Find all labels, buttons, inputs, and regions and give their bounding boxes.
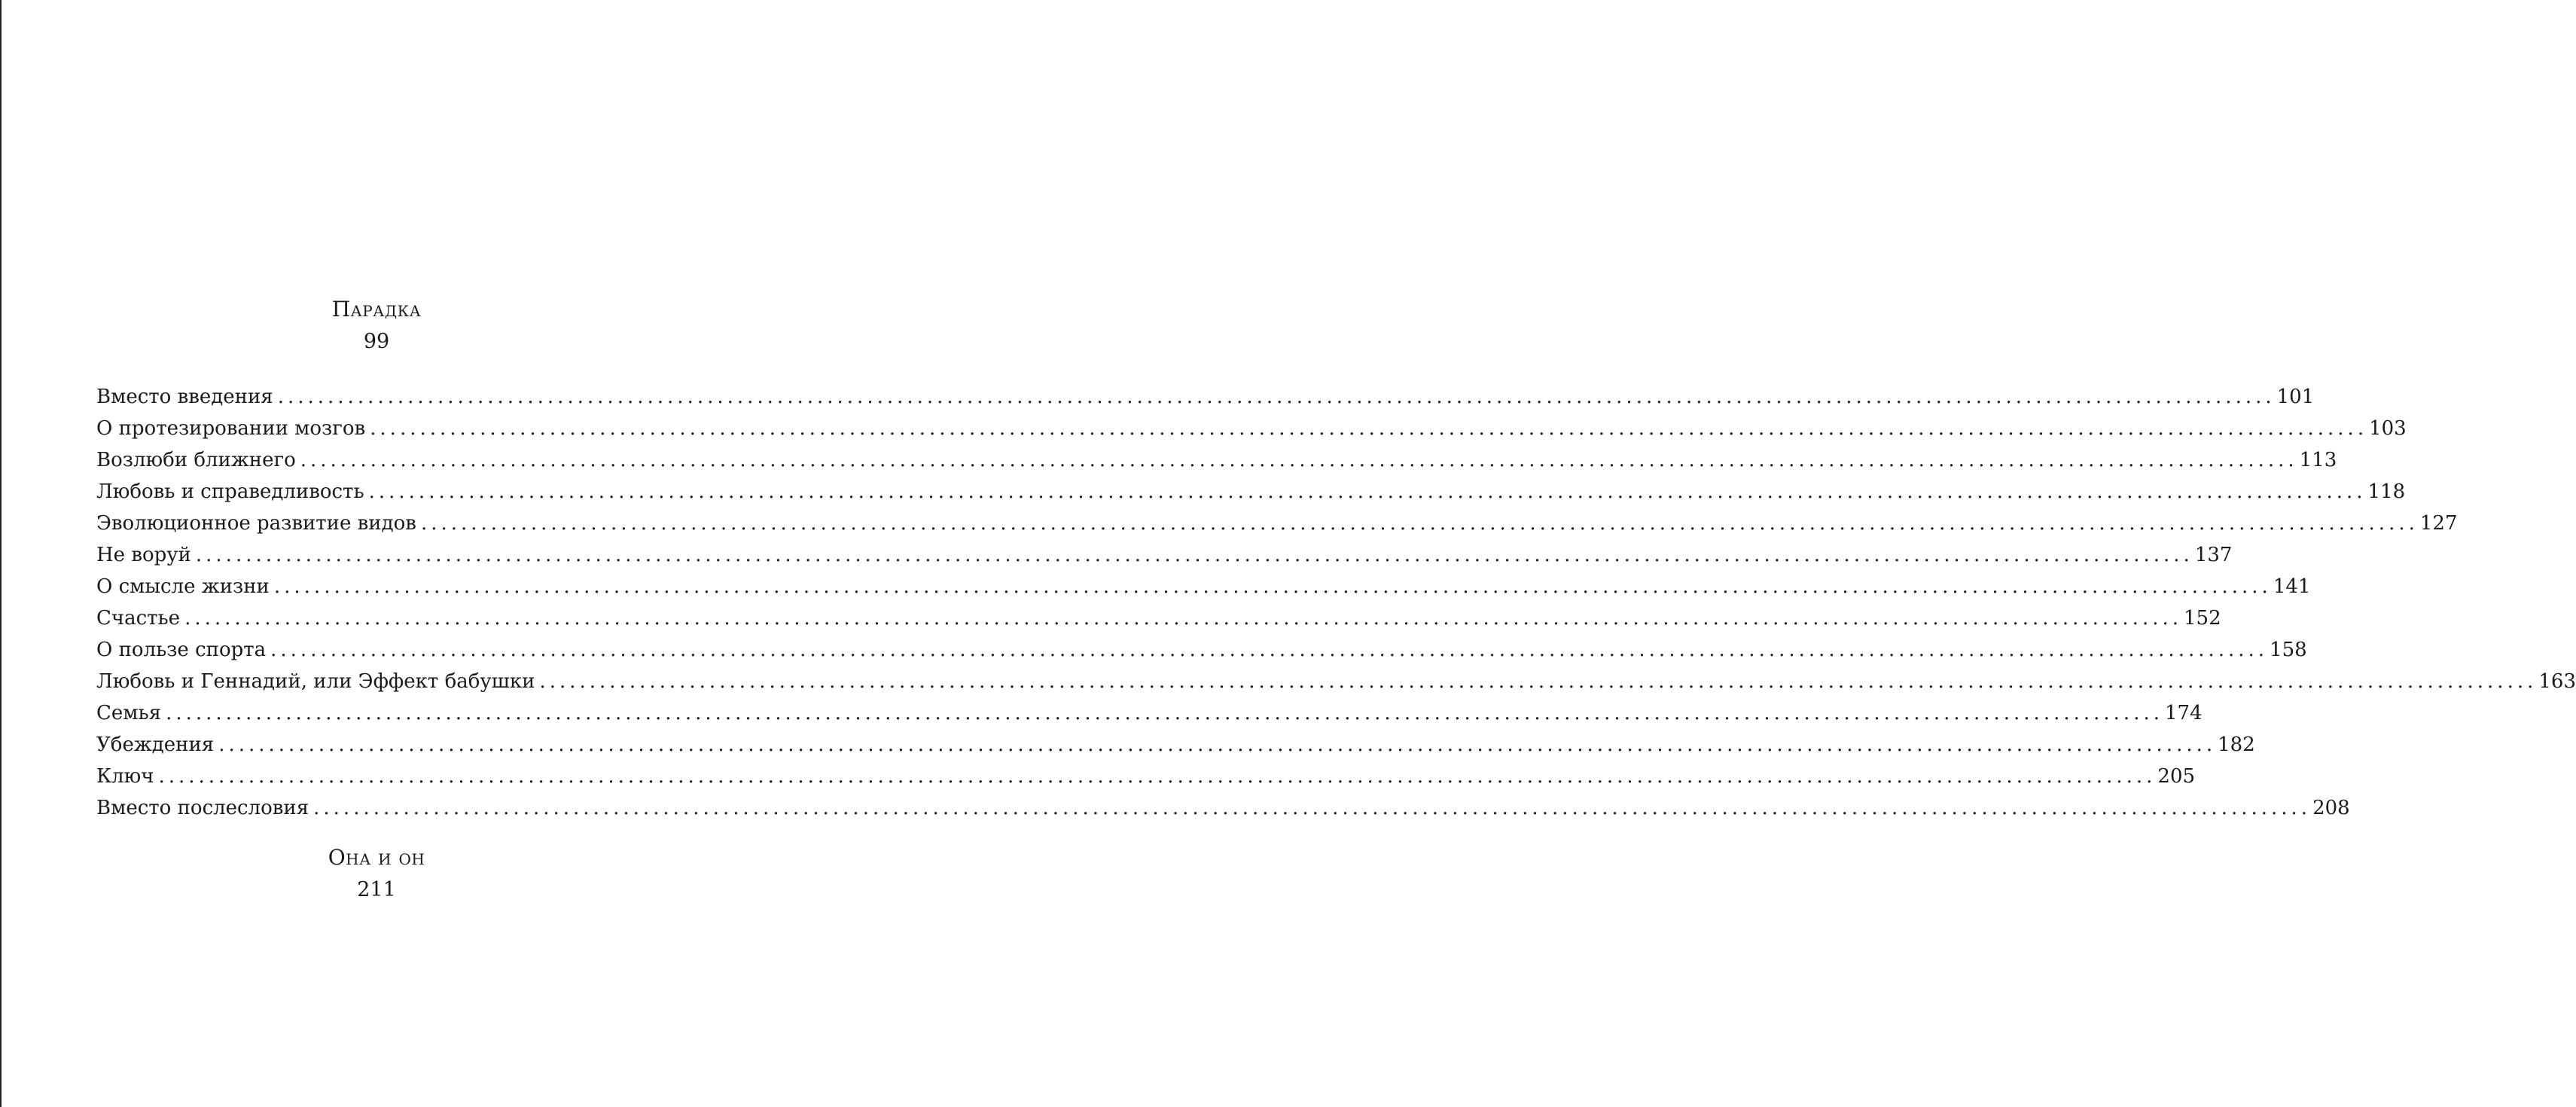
toc-entry-title: Не воруй bbox=[96, 544, 191, 566]
toc-entry-title: Вместо введения bbox=[96, 386, 273, 408]
toc-entry-title: Ключ bbox=[96, 765, 154, 788]
dot-leader: ........................................................................................................................................................................................................ bbox=[184, 607, 2183, 630]
toc-entry-page: 141 bbox=[2273, 575, 2311, 598]
dot-leader: ........................................................................................................................................................................................................ bbox=[195, 544, 2193, 566]
toc-entry[interactable] bbox=[96, 571, 2311, 602]
dot-leader: ........................................................................................................................................................................................................ bbox=[158, 765, 2157, 788]
toc-entry[interactable] bbox=[96, 729, 2255, 761]
section-page-number: 99 bbox=[363, 330, 390, 353]
toc-entry-page: 152 bbox=[2184, 607, 2221, 630]
dot-leader: ........................................................................................................................................................................................................ bbox=[420, 512, 2419, 535]
toc-entry-page: 174 bbox=[2165, 702, 2203, 724]
toc-entry-title: Любовь и Геннадий, или Эффект бабушки bbox=[96, 670, 535, 693]
toc-entry-page: 158 bbox=[2270, 639, 2307, 661]
toc-entry-page: 205 bbox=[2157, 765, 2196, 788]
toc-entry[interactable] bbox=[96, 634, 2307, 666]
toc-entry[interactable] bbox=[96, 602, 2221, 634]
section-title: Она и он bbox=[328, 845, 425, 870]
dot-leader: ........................................................................................................................................................................................................ bbox=[277, 386, 2276, 408]
toc-entry[interactable] bbox=[96, 666, 2576, 697]
toc-entry-page: 208 bbox=[2312, 797, 2350, 819]
toc-entry[interactable] bbox=[96, 761, 2196, 792]
toc-entry-title: Любовь и справедливость bbox=[96, 480, 364, 503]
toc-entry-page: 113 bbox=[2299, 449, 2337, 471]
toc-entry-page: 182 bbox=[2218, 733, 2255, 756]
toc-entry[interactable] bbox=[96, 413, 2407, 444]
dot-leader: ........................................................................................................................................................................................................ bbox=[300, 449, 2298, 471]
toc-entry-title: О смысле жизни bbox=[96, 575, 270, 598]
toc-entry[interactable] bbox=[96, 539, 2233, 571]
toc-entry[interactable] bbox=[96, 476, 2406, 508]
toc-entry[interactable] bbox=[96, 508, 2458, 539]
dot-leader: ........................................................................................................................................................................................................ bbox=[270, 639, 2269, 661]
page-edge-line bbox=[0, 0, 2, 1107]
toc-entry-title: Вместо послесловия bbox=[96, 797, 309, 819]
toc-entry-title: О протезировании мозгов bbox=[96, 417, 366, 440]
toc-entry-title: Счастье bbox=[96, 607, 181, 630]
toc-entry[interactable] bbox=[96, 792, 2350, 824]
toc-entry-page: 101 bbox=[2276, 386, 2315, 408]
dot-leader: ........................................................................................................................................................................................................ bbox=[273, 575, 2272, 598]
toc-entry[interactable] bbox=[96, 444, 2337, 476]
toc-entry-title: Возлюби ближнего bbox=[96, 449, 296, 471]
toc-entry-title: Эволюционное развитие видов bbox=[96, 512, 416, 535]
dot-leader: ........................................................................................................................................................................................................ bbox=[313, 797, 2312, 819]
toc-entry-page: 103 bbox=[2369, 417, 2407, 440]
toc-entry-page: 163 bbox=[2538, 670, 2576, 693]
toc-entry-page: 137 bbox=[2194, 544, 2233, 566]
section-title: Парадка bbox=[331, 297, 422, 322]
dot-leader: ........................................................................................................................................................................................................ bbox=[370, 417, 2368, 440]
toc-entry-page: 118 bbox=[2367, 480, 2406, 503]
section-page-number: 211 bbox=[357, 878, 396, 901]
dot-leader: ........................................................................................................................................................................................................ bbox=[166, 702, 2163, 724]
dot-leader: ........................................................................................................................................................................................................ bbox=[539, 670, 2538, 693]
toc-entry-title: Убеждения bbox=[96, 733, 215, 756]
toc-entry[interactable] bbox=[96, 381, 2315, 413]
dot-leader: ........................................................................................................................................................................................................ bbox=[368, 480, 2367, 503]
dot-leader: ........................................................................................................................................................................................................ bbox=[218, 733, 2217, 756]
toc-entry[interactable] bbox=[96, 697, 2203, 729]
toc-entry-title: О пользе спорта bbox=[96, 639, 267, 661]
table-of-contents bbox=[96, 381, 2576, 824]
toc-entry-page: 127 bbox=[2419, 512, 2458, 535]
toc-entry-title: Семья bbox=[96, 702, 162, 724]
